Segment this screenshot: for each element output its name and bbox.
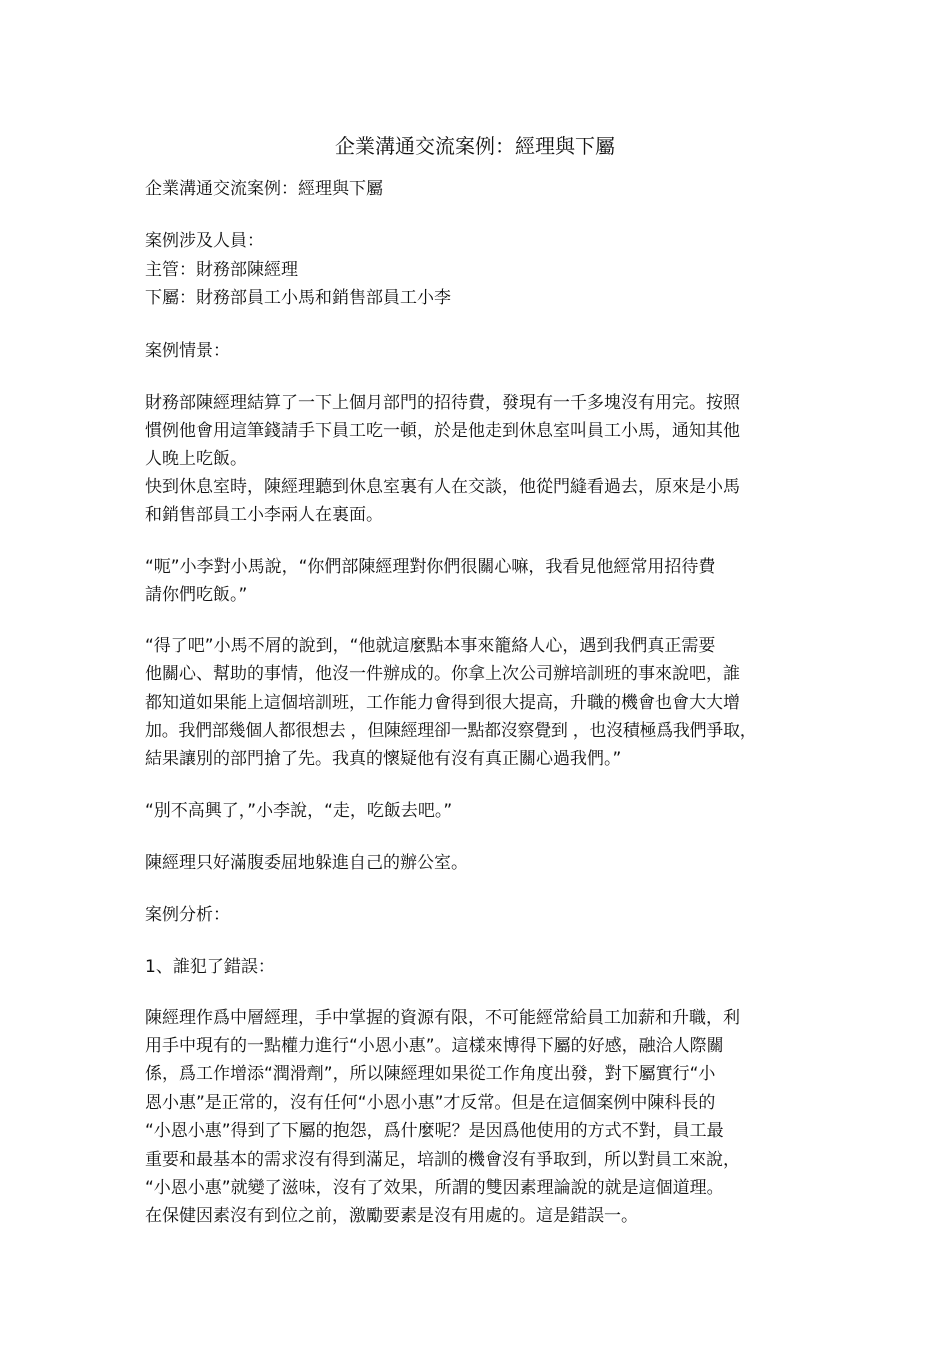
people-subordinates: 下屬：財務部員工小馬和銷售部員工小李 (145, 288, 451, 308)
analysis-heading: 案例分析： (145, 905, 230, 925)
dialogue-line: “呃”小李對小馬說，“你們部陳經理對你們很關心嘛，我看見他經常用招待費 (145, 557, 716, 577)
analysis-line: 恩小惠”是正常的，沒有任何“小恩小惠”才反常。但是在這個案例中陳科長的 (145, 1093, 716, 1113)
analysis-line: “小恩小惠”得到了下屬的抱怨，爲什麼呢？是因爲他使用的方式不對，員工最 (145, 1121, 724, 1141)
analysis-line: “小恩小惠”就變了滋味，沒有了效果，所謂的雙因素理論說的就是這個道理。 (145, 1178, 724, 1198)
dialogue-line: 結果讓別的部門搶了先。我真的懷疑他有沒有真正關心過我們。” (145, 749, 622, 769)
paragraph-line: 快到休息室時，陳經理聽到休息室裏有人在交談，他從門縫看過去，原來是小馬 (145, 477, 740, 497)
analysis-line: 陳經理作爲中層經理，手中掌握的資源有限，不可能經常給員工加薪和升職，利 (145, 1008, 740, 1028)
scenario-heading: 案例情景： (145, 341, 230, 361)
paragraph-line: 財務部陳經理結算了一下上個月部門的招待費，發現有一千多塊沒有用完。按照 (145, 393, 740, 413)
dialogue-line: “得了吧”小馬不屑的說到，“他就這麼點本事來籠絡人心，遇到我們真正需要 (145, 636, 716, 656)
dialogue-line: 他關心、幫助的事情，他沒一件辦成的。你拿上次公司辦培訓班的事來說吧，誰 (145, 664, 740, 684)
people-heading: 案例涉及人員： (145, 231, 264, 251)
paragraph-line: 和銷售部員工小李兩人在裏面。 (145, 505, 383, 525)
subtitle-line: 企業溝通交流案例：經理與下屬 (145, 179, 383, 199)
dialogue-line: “別不高興了，”小李說，“走，吃飯去吧。” (145, 801, 453, 821)
paragraph-line: 人晚上吃飯。 (145, 449, 247, 469)
dialogue-line: 請你們吃飯。” (145, 585, 248, 605)
paragraph-line: 慣例他會用這筆錢請手下員工吃一頓，於是他走到休息室叫員工小馬，通知其他 (145, 421, 740, 441)
dialogue-line: 都知道如果能上這個培訓班，工作能力會得到很大提高，升職的機會也會大大增 (145, 693, 740, 713)
analysis-line: 重要和最基本的需求沒有得到滿足，培訓的機會沒有爭取到，所以對員工來說， (145, 1150, 740, 1170)
analysis-line: 在保健因素沒有到位之前，激勵要素是沒有用處的。這是錯誤一。 (145, 1206, 638, 1226)
people-supervisor: 主管：財務部陳經理 (145, 260, 298, 280)
analysis-line: 用手中現有的一點權力進行“小恩小惠”。這樣來博得下屬的好感，融洽人際關 (145, 1036, 724, 1056)
analysis-line: 係，爲工作增添“潤滑劑”，所以陳經理如果從工作角度出發，對下屬實行“小 (145, 1064, 716, 1084)
document-title: 企業溝通交流案例：經理與下屬 (335, 134, 615, 158)
paragraph-line: 陳經理只好滿腹委屈地躲進自己的辦公室。 (145, 853, 468, 873)
dialogue-line: 加。我們部幾個人都很想去 ，但陳經理卻一點都沒察覺到 ，也沒積極爲我們爭取， (145, 721, 757, 741)
analysis-subheading: 1、誰犯了錯誤： (145, 957, 275, 977)
